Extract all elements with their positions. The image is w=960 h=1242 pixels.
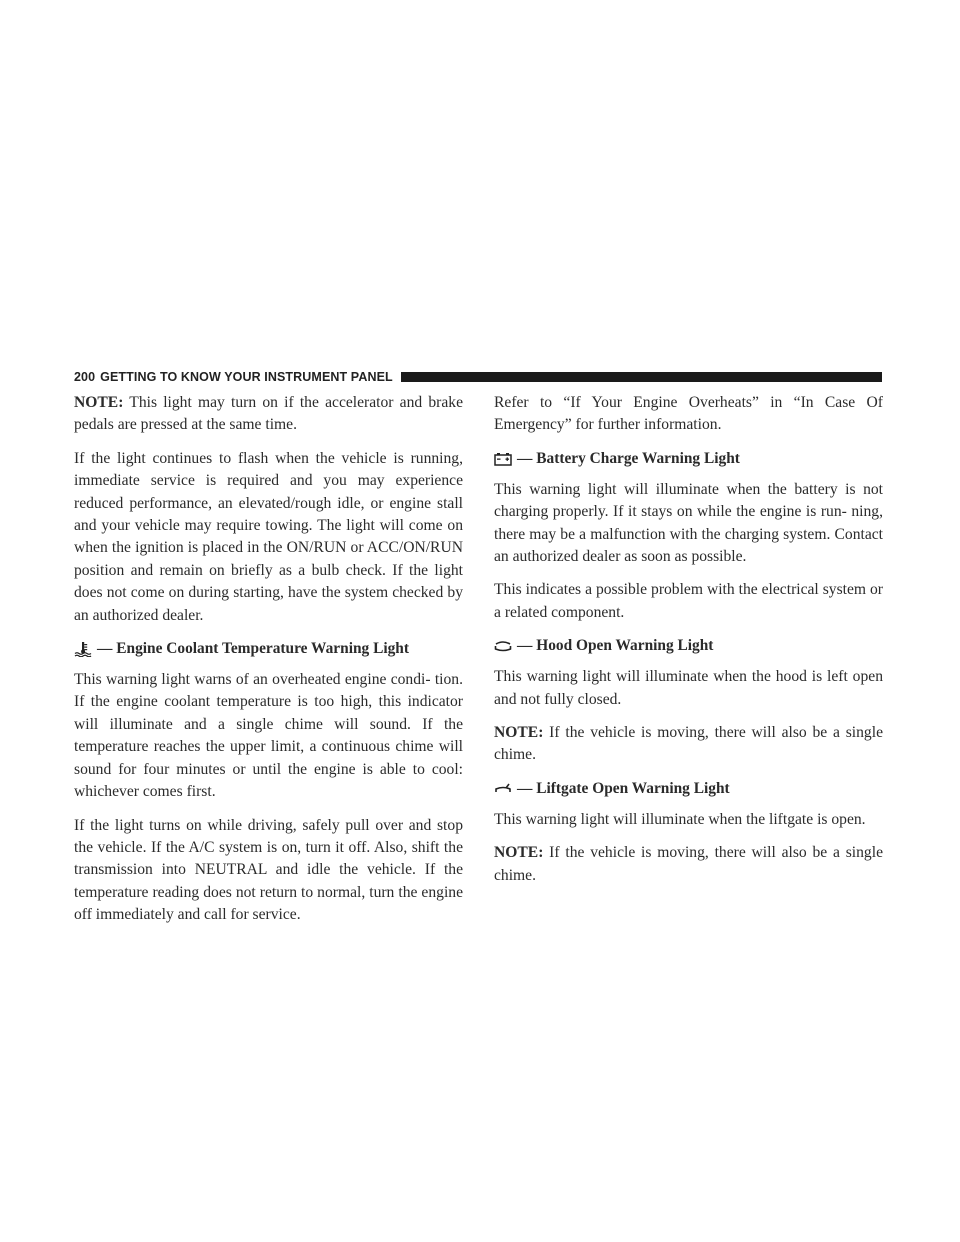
liftgate-open-icon [494,781,514,797]
header-rule [401,372,882,382]
hood-open-icon [494,638,514,654]
paragraph-battery-1: This warning light will illuminate when the battery is not charging properly. If it stays on while the engine is run- ning, there may be a malfunction with the charging system. Contact an authorized dealer as soon as possible. [494,480,883,566]
heading-hood-open [494,635,883,657]
heading-text: — Liftgate Open Warning Light [517,779,730,797]
right-column [494,392,883,898]
page-number: 200 [74,370,96,384]
note-text: This light may turn on if the accelerator and brake pedals are pressed at the same time. [74,394,463,434]
heading-liftgate-open [494,778,883,800]
note-text: If the vehicle is moving, there will also be a single chime. [494,724,883,764]
note-accelerator-brake [74,392,463,437]
note-label: NOTE: [74,394,124,411]
heading-text: — Battery Charge Warning Light [517,449,740,467]
paragraph-coolant-1: This warning light warns of an overheated engine condi- tion. If the engine coolant temperature is too high, this indicator will illuminate and a single chime will sound. If the temperature reaches the upper limit, a continuous chime will sound for four minutes or until the engine is able to cool: whichever comes first. [74,671,463,801]
left-column [74,392,463,938]
paragraph-hood: This warning light will illuminate when the hood is left open and not fully closed. [494,668,883,708]
note-hood [494,722,883,767]
paragraph-liftgate: This warning light will illuminate when the liftgate is open. [494,810,866,828]
heading-battery-charge [494,448,883,470]
paragraph-battery-2: This indicates a possible problem with the electrical system or a related component. [494,581,883,621]
page-header [74,369,882,385]
paragraph-flash: If the light continues to flash when the vehicle is running, immediate service is required and you may experience reduced performance, an elevated/rough idle, or engine stall and your vehicle may require towing. The light will come on when the ignition is placed in the ON/RUN or ACC/ON/RUN position and remain on briefly as a bulb check. If the light does not come on during starting, have the system checked by an authorized dealer. [74,449,463,624]
paragraph-refer: Refer to “If Your Engine Overheats” in “In Case Of Emergency” for further information. [494,394,883,434]
heading-text: — Engine Coolant Temperature Warning Light [97,640,409,658]
note-text: If the vehicle is moving, there will also be a single chime. [494,844,883,884]
paragraph-coolant-2: If the light turns on while driving, safely pull over and stop the vehicle. If the A/C system is on, turn it off. Also, shift the transmission into NEUTRAL and idle the vehicle. If the temperature reading does not return to normal, turn the engine off immediately and call for service. [74,816,463,924]
battery-icon [494,451,514,467]
section-title: GETTING TO KNOW YOUR INSTRUMENT PANEL [100,370,393,384]
note-label: NOTE: [494,724,544,742]
heading-text: — Hood Open Warning Light [517,637,714,655]
note-label: NOTE: [494,844,544,862]
coolant-temperature-icon [74,641,94,657]
note-liftgate [494,842,883,887]
heading-engine-coolant [74,638,463,660]
